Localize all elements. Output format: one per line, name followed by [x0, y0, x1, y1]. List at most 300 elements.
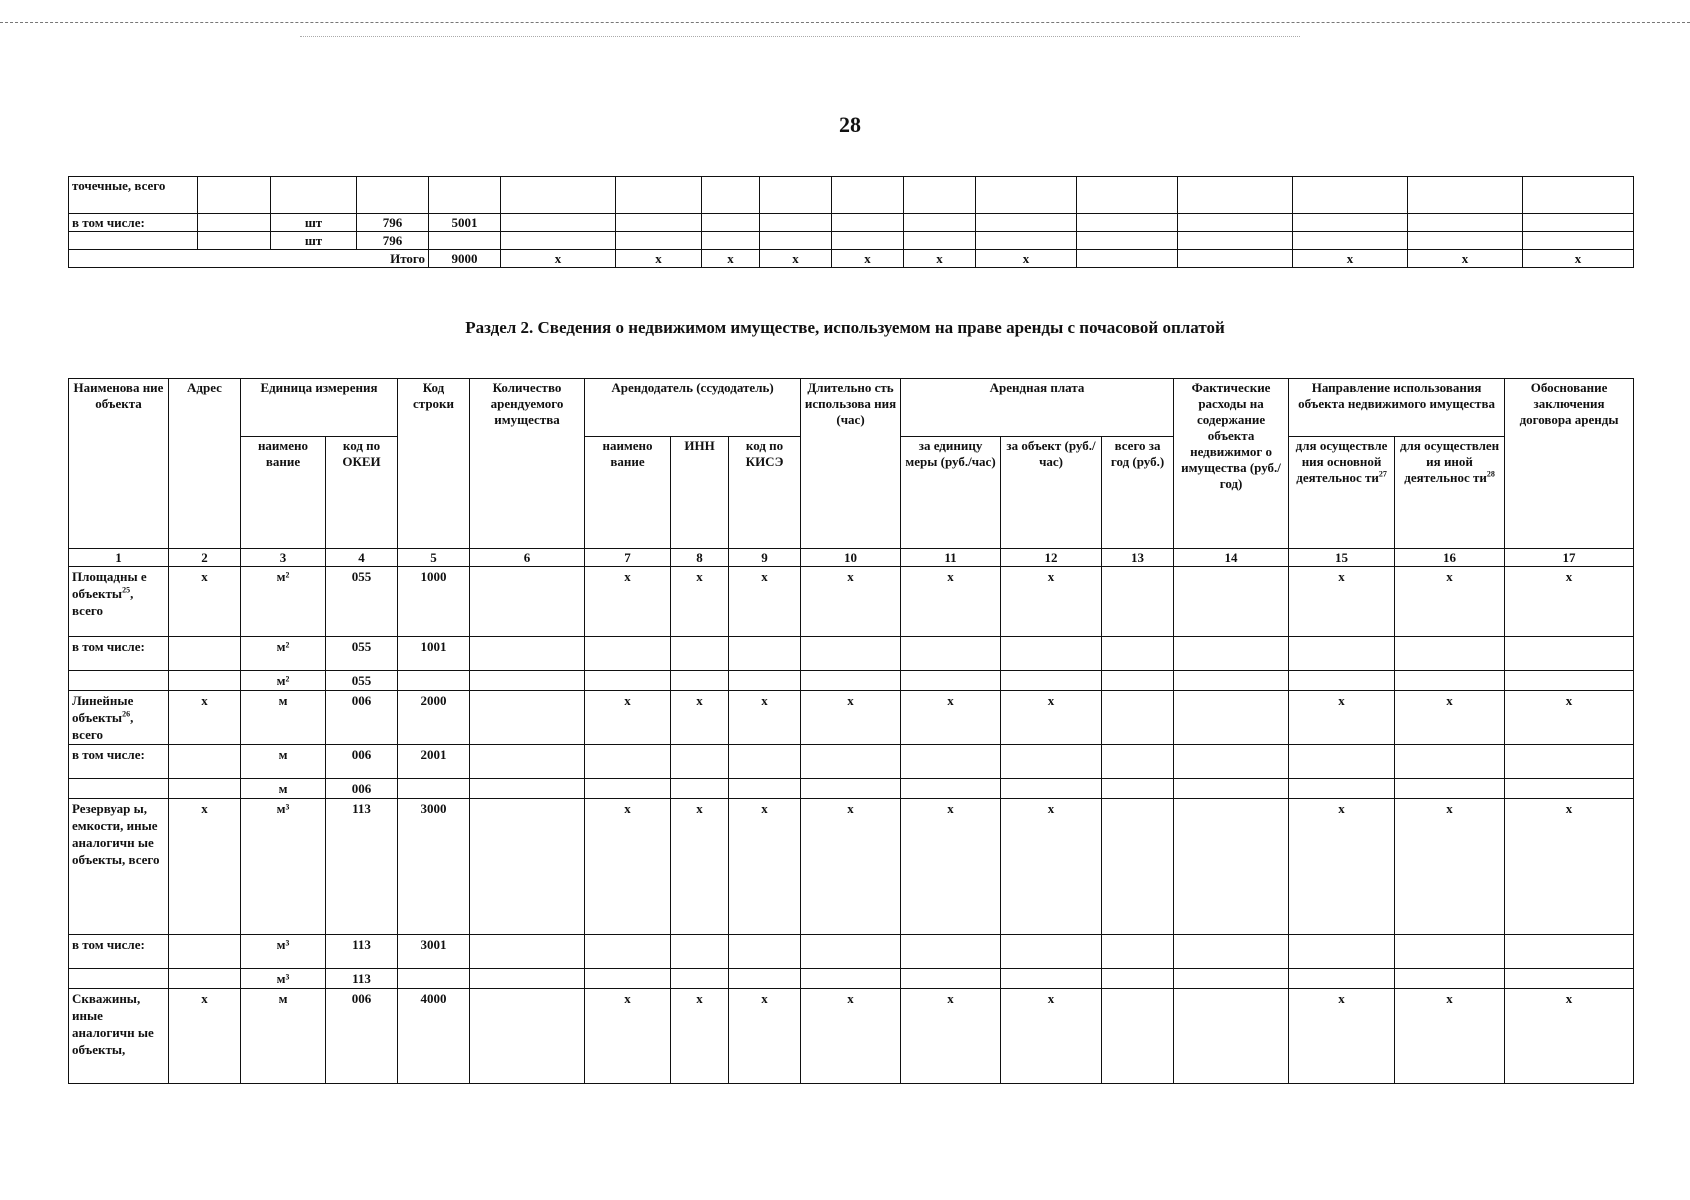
data-cell — [1408, 214, 1523, 232]
total-cell: x — [760, 250, 832, 268]
data-cell — [470, 935, 585, 969]
data-cell — [1102, 637, 1174, 671]
data-cell: x — [1001, 567, 1102, 637]
total-cell — [1178, 250, 1293, 268]
data-cell — [398, 969, 470, 989]
object-name-text: в том числе: — [72, 937, 145, 952]
okei-cell: 796 — [357, 232, 429, 250]
header-row-code: Код строки — [398, 379, 470, 549]
data-cell — [702, 177, 760, 214]
data-cell — [801, 935, 901, 969]
data-cell: 1000 — [398, 567, 470, 637]
data-cell — [801, 969, 901, 989]
data-cell: м² — [241, 637, 326, 671]
data-cell — [1289, 779, 1395, 799]
header-direction-main — [1289, 437, 1395, 549]
object-name-suffix: , всего — [72, 710, 134, 742]
data-cell — [1505, 637, 1634, 671]
header-lessor-kise: код по КИСЭ — [729, 437, 801, 549]
data-cell: x — [169, 691, 241, 745]
data-cell — [1174, 567, 1289, 637]
column-number-row — [69, 549, 1634, 567]
data-cell — [398, 671, 470, 691]
data-cell — [169, 779, 241, 799]
data-cell — [1001, 779, 1102, 799]
data-cell — [1395, 779, 1505, 799]
total-cell: x — [616, 250, 702, 268]
data-cell: x — [585, 691, 671, 745]
data-cell — [398, 779, 470, 799]
footnote-ref: 25 — [122, 585, 131, 595]
data-cell — [1174, 989, 1289, 1084]
table-row — [69, 691, 1634, 745]
total-cell: x — [904, 250, 976, 268]
data-cell: 2001 — [398, 745, 470, 779]
data-cell — [1289, 637, 1395, 671]
data-cell — [470, 567, 585, 637]
data-cell — [470, 671, 585, 691]
section-title: Раздел 2. Сведения о недвижимом имуществе, используемом на праве аренды с почасовой оплатой — [465, 318, 1225, 337]
scan-edge-line — [0, 22, 1690, 23]
data-cell: м² — [241, 671, 326, 691]
data-cell — [1505, 779, 1634, 799]
table-row — [69, 969, 1634, 989]
data-cell — [1102, 969, 1174, 989]
object-name-cell — [69, 745, 169, 779]
data-cell — [1174, 969, 1289, 989]
data-cell — [1174, 691, 1289, 745]
data-cell — [976, 177, 1077, 214]
data-cell: x — [671, 691, 729, 745]
data-cell: x — [1289, 799, 1395, 935]
data-cell: x — [671, 799, 729, 935]
column-number: 13 — [1102, 549, 1174, 567]
table-row — [69, 779, 1634, 799]
data-cell — [470, 745, 585, 779]
data-cell: x — [169, 989, 241, 1084]
data-cell — [901, 935, 1001, 969]
object-name-cell — [69, 799, 169, 935]
table-row — [69, 214, 1634, 232]
data-cell — [901, 969, 1001, 989]
data-cell — [1289, 671, 1395, 691]
data-cell — [169, 745, 241, 779]
data-cell — [1289, 935, 1395, 969]
column-number: 11 — [901, 549, 1001, 567]
column-number: 3 — [241, 549, 326, 567]
data-cell: x — [1505, 799, 1634, 935]
data-cell — [169, 637, 241, 671]
data-cell: x — [901, 567, 1001, 637]
data-cell — [470, 989, 585, 1084]
data-cell — [616, 214, 702, 232]
header-unit-group: Единица измерения — [241, 379, 398, 437]
footnote-ref: 28 — [1486, 469, 1495, 479]
data-cell — [169, 969, 241, 989]
data-cell: 3001 — [398, 935, 470, 969]
data-cell — [585, 969, 671, 989]
data-cell — [1001, 637, 1102, 671]
data-cell: x — [901, 799, 1001, 935]
table-row — [69, 745, 1634, 779]
total-cell: x — [1293, 250, 1408, 268]
data-cell — [729, 637, 801, 671]
data-cell — [1395, 745, 1505, 779]
data-cell — [169, 935, 241, 969]
data-cell — [1505, 969, 1634, 989]
top-continuation-table — [68, 176, 1634, 268]
data-cell: x — [1289, 567, 1395, 637]
column-number: 14 — [1174, 549, 1289, 567]
data-cell: x — [1001, 691, 1102, 745]
data-cell — [1001, 745, 1102, 779]
data-cell — [585, 637, 671, 671]
data-cell — [671, 935, 729, 969]
footnote-ref: 26 — [122, 709, 131, 719]
header-quantity: Количество арендуемого имущества — [470, 379, 585, 549]
data-cell — [1174, 671, 1289, 691]
total-row — [69, 250, 1634, 268]
row-code-cell — [429, 177, 501, 214]
table-row — [69, 799, 1634, 935]
data-cell — [470, 779, 585, 799]
data-cell — [1174, 935, 1289, 969]
data-cell — [470, 637, 585, 671]
data-cell — [470, 969, 585, 989]
data-cell: 113 — [326, 935, 398, 969]
data-cell: м — [241, 989, 326, 1084]
data-cell: x — [1395, 799, 1505, 935]
data-cell — [729, 779, 801, 799]
header-rent-unit: за единицу меры (руб./час) — [901, 437, 1001, 549]
data-cell: 113 — [326, 969, 398, 989]
data-cell: x — [1001, 799, 1102, 935]
data-cell — [470, 799, 585, 935]
data-cell — [1178, 232, 1293, 250]
object-name-cell: в том числе: — [69, 214, 198, 232]
data-cell — [1174, 745, 1289, 779]
data-cell — [1408, 177, 1523, 214]
header-rent-group: Арендная плата — [901, 379, 1174, 437]
object-name-cell — [69, 989, 169, 1084]
data-cell — [1505, 671, 1634, 691]
column-number: 2 — [169, 549, 241, 567]
data-cell — [702, 232, 760, 250]
column-number: 4 — [326, 549, 398, 567]
data-cell — [904, 232, 976, 250]
total-cell: x — [1523, 250, 1634, 268]
total-cell: x — [976, 250, 1077, 268]
data-cell: x — [585, 799, 671, 935]
data-cell: x — [801, 691, 901, 745]
data-cell — [1102, 935, 1174, 969]
object-name-text: Скважины, иные аналогичн ые объекты, — [72, 991, 154, 1057]
table-row — [69, 567, 1634, 637]
column-number: 10 — [801, 549, 901, 567]
object-name-cell — [69, 671, 169, 691]
data-cell — [1395, 671, 1505, 691]
table-row — [69, 177, 1634, 214]
address-cell — [198, 232, 271, 250]
data-cell — [1293, 232, 1408, 250]
data-cell — [585, 745, 671, 779]
data-cell: x — [729, 567, 801, 637]
row-code-cell: 5001 — [429, 214, 501, 232]
address-cell — [198, 214, 271, 232]
data-cell — [1523, 177, 1634, 214]
data-cell — [501, 232, 616, 250]
data-cell — [671, 969, 729, 989]
data-cell — [729, 745, 801, 779]
data-cell — [169, 671, 241, 691]
page-number: 28 — [839, 112, 861, 137]
data-cell: 3000 — [398, 799, 470, 935]
data-cell — [1102, 989, 1174, 1084]
data-cell — [1001, 671, 1102, 691]
data-cell: м³ — [241, 799, 326, 935]
data-cell — [1505, 935, 1634, 969]
column-number: 16 — [1395, 549, 1505, 567]
header-direction-other-text: для осуществлен ия иной деятельнос ти — [1399, 438, 1500, 485]
data-cell — [1077, 177, 1178, 214]
data-cell: x — [901, 989, 1001, 1084]
data-cell — [1289, 745, 1395, 779]
data-cell — [901, 637, 1001, 671]
header-duration: Длительно сть использова ния (час) — [801, 379, 901, 549]
data-cell: x — [729, 989, 801, 1084]
total-cell: x — [1408, 250, 1523, 268]
data-cell — [1289, 969, 1395, 989]
data-cell: 006 — [326, 779, 398, 799]
total-code: 9000 — [429, 250, 501, 268]
data-cell: x — [671, 567, 729, 637]
object-name-cell: точечные, всего — [69, 177, 198, 214]
table-row — [69, 989, 1634, 1084]
data-cell — [801, 745, 901, 779]
total-cell — [1077, 250, 1178, 268]
data-cell: x — [1289, 691, 1395, 745]
data-cell: x — [1395, 567, 1505, 637]
data-cell: x — [1289, 989, 1395, 1084]
data-cell — [801, 637, 901, 671]
data-cell — [501, 214, 616, 232]
header-direction-group: Направление использования объекта недвижимого имущества — [1289, 379, 1505, 437]
section2-table — [68, 378, 1634, 1084]
data-cell: x — [901, 691, 1001, 745]
object-name-text: Резервуар ы, емкости, иные аналогичн ые объекты, всего — [72, 801, 160, 867]
data-cell — [1174, 779, 1289, 799]
data-cell — [760, 214, 832, 232]
header-object-name: Наименова ние объекта — [69, 379, 169, 549]
data-cell: x — [1505, 989, 1634, 1084]
object-name-text: Площадны е объекты — [72, 569, 147, 601]
data-cell — [1293, 177, 1408, 214]
data-cell — [585, 779, 671, 799]
object-name-text: в том числе: — [72, 639, 145, 654]
data-cell — [801, 671, 901, 691]
data-cell — [1293, 214, 1408, 232]
data-cell: м — [241, 779, 326, 799]
data-cell — [1077, 214, 1178, 232]
data-cell — [729, 671, 801, 691]
data-cell — [1523, 214, 1634, 232]
data-cell — [901, 779, 1001, 799]
data-cell — [1174, 637, 1289, 671]
column-number: 12 — [1001, 549, 1102, 567]
data-cell — [1102, 567, 1174, 637]
data-cell: x — [801, 567, 901, 637]
data-cell — [760, 232, 832, 250]
data-cell — [470, 691, 585, 745]
okei-cell — [357, 177, 429, 214]
data-cell: x — [1505, 691, 1634, 745]
data-cell — [671, 779, 729, 799]
okei-cell: 796 — [357, 214, 429, 232]
total-cell: x — [832, 250, 904, 268]
data-cell — [1077, 232, 1178, 250]
header-lessor-group: Арендодатель (ссудодатель) — [585, 379, 801, 437]
footnote-ref: 27 — [1378, 469, 1387, 479]
column-number: 1 — [69, 549, 169, 567]
data-cell — [976, 214, 1077, 232]
data-cell — [1408, 232, 1523, 250]
data-cell — [585, 935, 671, 969]
data-cell: 1001 — [398, 637, 470, 671]
data-cell — [702, 214, 760, 232]
data-cell: 006 — [326, 989, 398, 1084]
header-rent-year: всего за год (руб.) — [1102, 437, 1174, 549]
data-cell: м³ — [241, 969, 326, 989]
total-cell: x — [702, 250, 760, 268]
data-cell — [832, 214, 904, 232]
data-cell — [616, 177, 702, 214]
data-cell — [832, 177, 904, 214]
address-cell — [198, 177, 271, 214]
object-name-cell — [69, 691, 169, 745]
data-cell — [832, 232, 904, 250]
object-name-text: Линейные объекты — [72, 693, 134, 725]
unit-cell — [271, 177, 357, 214]
data-cell — [501, 177, 616, 214]
data-cell — [671, 671, 729, 691]
unit-cell: шт — [271, 232, 357, 250]
data-cell: x — [1505, 567, 1634, 637]
object-name-cell — [69, 779, 169, 799]
data-cell: 2000 — [398, 691, 470, 745]
table-row — [69, 935, 1634, 969]
data-cell: x — [1395, 989, 1505, 1084]
header-unit-name: наимено вание — [241, 437, 326, 549]
data-cell: x — [585, 567, 671, 637]
object-name-cell — [69, 935, 169, 969]
object-name-cell — [69, 969, 169, 989]
column-number: 17 — [1505, 549, 1634, 567]
column-number: 9 — [729, 549, 801, 567]
data-cell — [1102, 691, 1174, 745]
unit-cell: шт — [271, 214, 357, 232]
data-cell: м — [241, 745, 326, 779]
data-cell — [1178, 177, 1293, 214]
data-cell — [1102, 799, 1174, 935]
data-cell — [1395, 637, 1505, 671]
data-cell — [904, 177, 976, 214]
data-cell: x — [1001, 989, 1102, 1084]
row-code-cell — [429, 232, 501, 250]
header-address: Адрес — [169, 379, 241, 549]
table-row — [69, 637, 1634, 671]
data-cell — [1395, 969, 1505, 989]
data-cell — [1001, 935, 1102, 969]
column-number: 7 — [585, 549, 671, 567]
column-number: 8 — [671, 549, 729, 567]
data-cell — [904, 214, 976, 232]
data-cell: x — [169, 567, 241, 637]
header-rent-object: за объект (руб./час) — [1001, 437, 1102, 549]
scan-edge-line — [300, 36, 1300, 37]
table-row — [69, 671, 1634, 691]
data-cell: 006 — [326, 745, 398, 779]
column-number: 5 — [398, 549, 470, 567]
data-cell: x — [801, 799, 901, 935]
data-cell — [729, 969, 801, 989]
data-cell — [729, 935, 801, 969]
header-unit-okei: код по ОКЕИ — [326, 437, 398, 549]
total-cell: x — [501, 250, 616, 268]
data-cell: м² — [241, 567, 326, 637]
object-name-text: в том числе: — [72, 747, 145, 762]
data-cell: м — [241, 691, 326, 745]
data-cell — [801, 779, 901, 799]
header-lessor-name: наимено вание — [585, 437, 671, 549]
header-direction-other — [1395, 437, 1505, 549]
data-cell — [760, 177, 832, 214]
table-row — [69, 232, 1634, 250]
data-cell — [1174, 799, 1289, 935]
data-cell — [1395, 935, 1505, 969]
total-label: Итого — [69, 250, 429, 268]
column-number: 15 — [1289, 549, 1395, 567]
data-cell: x — [585, 989, 671, 1084]
data-cell: 055 — [326, 637, 398, 671]
data-cell — [976, 232, 1077, 250]
header-actual-costs: Фактические расходы на содержание объекта недвижимог о имущества (руб./год) — [1174, 379, 1289, 549]
data-cell — [1102, 779, 1174, 799]
data-cell — [901, 745, 1001, 779]
data-cell: 055 — [326, 567, 398, 637]
header-justification: Обоснование заключения договора аренды — [1505, 379, 1634, 549]
header-lessor-inn: ИНН — [671, 437, 729, 549]
data-cell: м³ — [241, 935, 326, 969]
data-cell — [1178, 214, 1293, 232]
data-cell: 113 — [326, 799, 398, 935]
data-cell: x — [729, 799, 801, 935]
object-name-suffix: , всего — [72, 586, 134, 618]
data-cell — [1001, 969, 1102, 989]
data-cell — [585, 671, 671, 691]
data-cell — [1102, 745, 1174, 779]
column-number: 6 — [470, 549, 585, 567]
data-cell: 006 — [326, 691, 398, 745]
object-name-cell — [69, 567, 169, 637]
data-cell — [1102, 671, 1174, 691]
data-cell: x — [671, 989, 729, 1084]
object-name-cell — [69, 637, 169, 671]
data-cell — [616, 232, 702, 250]
data-cell — [901, 671, 1001, 691]
data-cell: 4000 — [398, 989, 470, 1084]
data-cell: x — [169, 799, 241, 935]
data-cell — [1505, 745, 1634, 779]
